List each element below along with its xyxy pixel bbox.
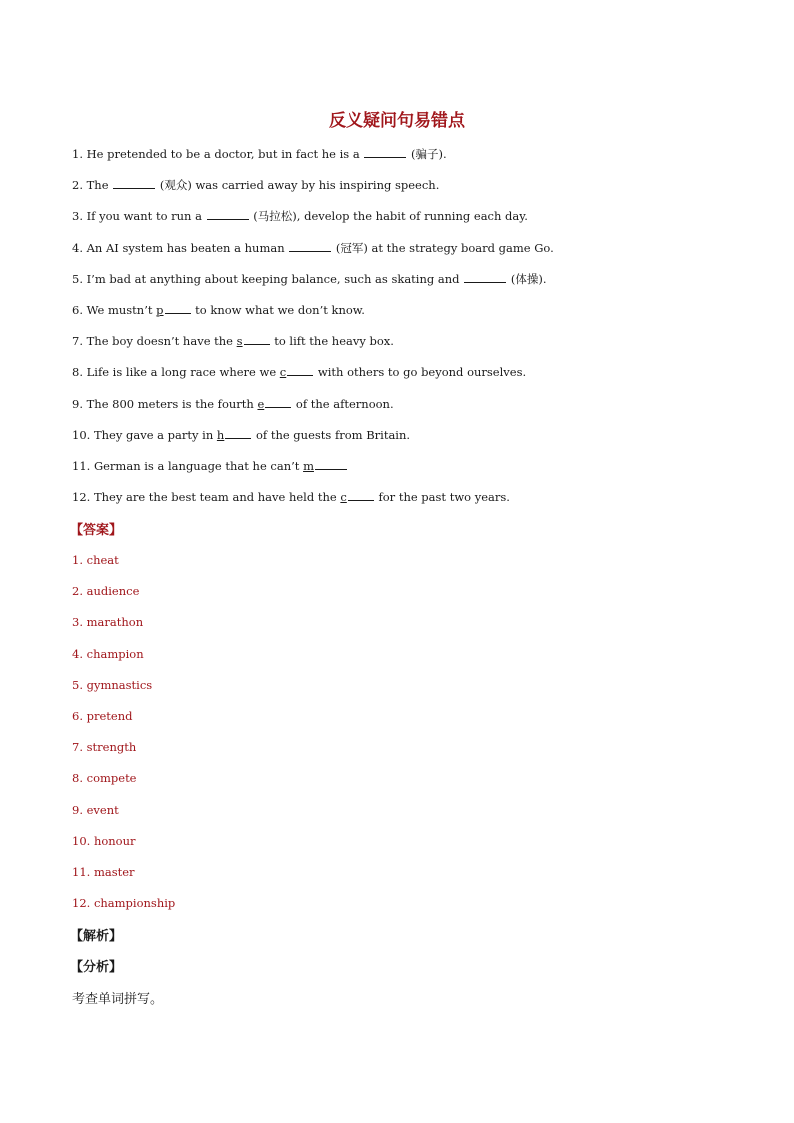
question-text: 10. They gave a party in: [72, 427, 217, 442]
answer-blank[interactable]: [165, 301, 191, 314]
question-text-after: to know what we don’t know.: [191, 302, 365, 317]
blank-initial-letter: c: [340, 490, 347, 505]
question-text-after: of the guests from Britain.: [252, 427, 411, 442]
analysis-text: 考查单词拼写。: [72, 992, 164, 1007]
question-text-after: (冠军) at the strategy board game Go.: [332, 240, 554, 255]
question-list: [72, 145, 752, 519]
blank-initial-letter: h: [216, 427, 225, 442]
question-text: 2. The: [72, 178, 113, 193]
question-text: 4. An AI system has beaten a human: [72, 240, 289, 255]
blank-initial-letter: m: [303, 458, 314, 473]
answer-blank[interactable]: [225, 426, 251, 439]
blank-initial-letter: e: [257, 396, 265, 411]
answer-blank[interactable]: [244, 332, 270, 345]
answer-blank[interactable]: [364, 145, 406, 158]
blank-initial-letter: c: [279, 365, 287, 380]
answer-item: 2. audience: [72, 584, 140, 599]
page-title: 反义疑问句易错点: [329, 111, 465, 131]
answer-item: 4. champion: [72, 646, 144, 661]
answer-blank[interactable]: [464, 270, 506, 283]
question-item: [72, 145, 752, 176]
answer-item: 9. event: [72, 802, 119, 817]
answer-item: 12. championship: [72, 896, 176, 911]
answer-blank[interactable]: [348, 488, 374, 501]
question-text-after: with others to go beyond ourselves.: [314, 365, 527, 380]
question-text-after: to lift the heavy box.: [270, 334, 394, 349]
answer-item: 11. master: [72, 864, 135, 879]
question-item: [72, 239, 752, 270]
question-text-after: (骗子).: [407, 147, 447, 161]
answer-item: 1. cheat: [72, 553, 119, 567]
question-item: [72, 176, 752, 207]
answer-item: 7. strength: [72, 740, 137, 755]
question-text-after: (马拉松), develop the habit of running each day.: [249, 209, 528, 224]
answer-blank[interactable]: [315, 457, 347, 470]
answer-blank[interactable]: [265, 395, 291, 408]
question-text: 9. The 800 meters is the fourth: [72, 396, 258, 411]
question-text: 6. We mustn’t: [72, 302, 157, 317]
answer-item: 5. gymnastics: [72, 677, 153, 692]
answer-blank[interactable]: [207, 207, 249, 220]
answer-list: [72, 551, 175, 925]
question-item: [72, 457, 752, 488]
question-text: 12. They are the best team and have held the: [72, 490, 341, 505]
explanation-label: 【解析】: [70, 929, 123, 944]
question-text: 1. He pretended to be a doctor, but in fact he is a: [72, 147, 364, 161]
question-item: [72, 395, 752, 426]
question-text-after: (观众) was carried away by his inspiring speech.: [156, 178, 440, 193]
question-text: 7. The boy doesn’t have the: [72, 334, 237, 349]
question-item: [72, 488, 752, 519]
blank-initial-letter: s: [236, 334, 243, 349]
answer-blank[interactable]: [289, 239, 331, 252]
question-item: [72, 207, 752, 238]
answer-item: 6. pretend: [72, 708, 133, 723]
question-text: 5. I’m bad at anything about keeping balance, such as skating and: [72, 271, 464, 286]
question-item: [72, 301, 752, 332]
answer-item: 8. compete: [72, 771, 137, 786]
question-text-after: (体操).: [507, 271, 547, 286]
answer-blank[interactable]: [287, 363, 313, 376]
blank-initial-letter: p: [156, 302, 164, 317]
question-item: [72, 270, 752, 301]
analysis-label: 【分析】: [70, 960, 123, 975]
question-text-after: for the past two years.: [374, 490, 510, 505]
answer-item: 10. honour: [72, 833, 136, 848]
question-item: [72, 332, 752, 363]
question-item: [72, 426, 752, 457]
question-text: 11. German is a language that he can’t: [72, 458, 304, 473]
answer-blank[interactable]: [113, 176, 155, 189]
question-text-after: of the afternoon.: [292, 396, 394, 411]
answers-label: 【答案】: [70, 523, 123, 538]
question-text: 3. If you want to run a: [72, 209, 206, 224]
question-item: [72, 363, 752, 394]
answer-item: 3. marathon: [72, 615, 144, 630]
question-text: 8. Life is like a long race where we: [72, 365, 280, 380]
